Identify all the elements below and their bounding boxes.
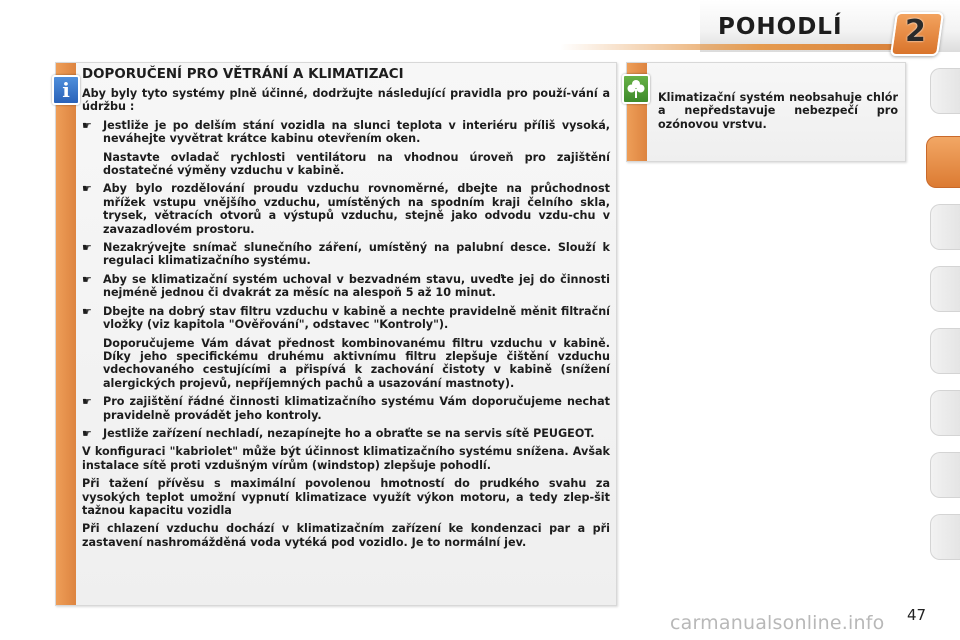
- body-paragraph: Při chlazení vzduchu dochází v klimatizačním zařízení ke kondenzaci par a při zastavení nashromážděná voda vytéká pod vozidlo. Je to normální jev.: [82, 522, 610, 549]
- side-tab-2-active[interactable]: [926, 136, 960, 188]
- side-tab-8[interactable]: [930, 514, 960, 560]
- bullet-text: Dbejte na dobrý stav filtru vzduchu v kabině a nechte pravidelně měnit filtrační vložky (viz kapitola "Ověřování", odstavec "Kontroly").: [103, 304, 610, 332]
- side-tab-4[interactable]: [930, 266, 960, 312]
- bullet-text: Jestliže je po delším stání vozidla na slunci teplota v interiéru příliš vysoká, neváhejte vyvětrat krátce kabinu otevřením oken.: [103, 118, 610, 146]
- header-accent-line: [560, 44, 895, 50]
- info-box-title: DOPORUČENÍ PRO VĚTRÁNÍ A KLIMATIZACI: [82, 67, 404, 82]
- body-paragraph: Při tažení přívěsu s maximální povolenou hmotností do prudkého svahu za vysokých teplot umožní vypnutí klimatizace využít výkon motoru, a tedy zlep-šit tažnou kapacitu vozidla: [82, 477, 610, 517]
- info-icon: i: [52, 75, 80, 105]
- side-tab-7[interactable]: [930, 452, 960, 498]
- info-box-stripe: [56, 63, 76, 605]
- side-tab-5[interactable]: [930, 328, 960, 374]
- page-header: [0, 0, 960, 60]
- intro-paragraph: Aby byly tyto systémy plně účinné, dodržujte následující pravidla pro použí-vání a údržbu :: [82, 87, 610, 114]
- side-tab-3[interactable]: [930, 204, 960, 250]
- bullet-item: [82, 119, 610, 146]
- pointing-hand-icon: ☛: [82, 182, 92, 196]
- bullet-text: Aby bylo rozdělování proudu vzduchu rovnoměrné, dbejte na průchodnost mřížek vstupu vnějšího vzduchu, umístěných na spodním kraji čelního skla, trysek, větracích otvorů a výstupů vzduchu, stejně jako odvodu vzdu-chu v zavazadlovém prostoru.: [103, 182, 610, 236]
- bullet-item: [82, 182, 610, 236]
- bullet-text: Aby se klimatizační systém uchoval v bezvadném stavu, uveďte jej do činnosti nejméně jednou či dvakrát za měsíc na alespoň 5 až 10 minut.: [103, 272, 610, 300]
- info-content: [82, 68, 610, 554]
- pointing-hand-icon: ☛: [82, 241, 92, 255]
- bullet-item: [82, 305, 610, 332]
- pointing-hand-icon: ☛: [82, 304, 92, 318]
- pointing-hand-icon: ☛: [82, 118, 92, 132]
- page-number: 47: [907, 606, 927, 624]
- chapter-title: POHODLÍ: [718, 14, 843, 40]
- body-paragraph: V konfiguraci "kabriolet" může být účinnost klimatizačního systému snížena. Avšak instalace sítě proti vzdušným vírům (windstop) zlepšuje pohodlí.: [82, 445, 610, 472]
- pointing-hand-icon: ☛: [82, 395, 92, 409]
- sub-paragraph: Nastavte ovladač rychlosti ventilátoru na vhodnou úroveň pro zajištění dostatečné výměny vzduchu v kabině.: [103, 150, 610, 178]
- bullet-item: [82, 395, 610, 422]
- bullet-text: Pro zajištění řádné činnosti klimatizačního systému Vám doporučujeme nechat pravidelně provádět jeho kontroly.: [103, 395, 610, 422]
- pointing-hand-icon: ☛: [82, 272, 92, 286]
- sub-paragraph: Doporučujeme Vám dávat přednost kombinovanému filtru vzduchu v kabině. Díky jeho specifickému druhému aktivnímu filtru zlepšuje čištění vzduchu vdechovaného cestujícími a přispívá k zachování čistoty v kabině (snížení alergických projevů, nepříjemných pachů a usazování mastnoty).: [103, 336, 610, 390]
- side-tab-6[interactable]: [930, 390, 960, 436]
- bullet-text: Jestliže zařízení nechladí, nezapínejte ho a obraťte se na servis sítě PEUGEOT.: [103, 426, 595, 440]
- chapter-side-tabs: [926, 68, 960, 576]
- bullet-text: Nezakrývejte snímač slunečního záření, umístěný na palubní desce. Slouží k regulaci klimatizačního systému.: [103, 241, 610, 268]
- chapter-number: 2: [905, 14, 926, 49]
- bullet-item: [82, 427, 610, 440]
- eco-text: Klimatizační systém neobsahuje chlór a nepředstavuje nebezpečí pro ozónovou vrstvu.: [658, 91, 898, 131]
- bullet-item: [82, 241, 610, 268]
- pointing-hand-icon: ☛: [82, 426, 92, 440]
- side-tab-1[interactable]: [930, 68, 960, 114]
- clover-eco-icon: [622, 74, 650, 104]
- bullet-item: [82, 273, 610, 300]
- watermark: carmanualsonline.info: [670, 612, 885, 634]
